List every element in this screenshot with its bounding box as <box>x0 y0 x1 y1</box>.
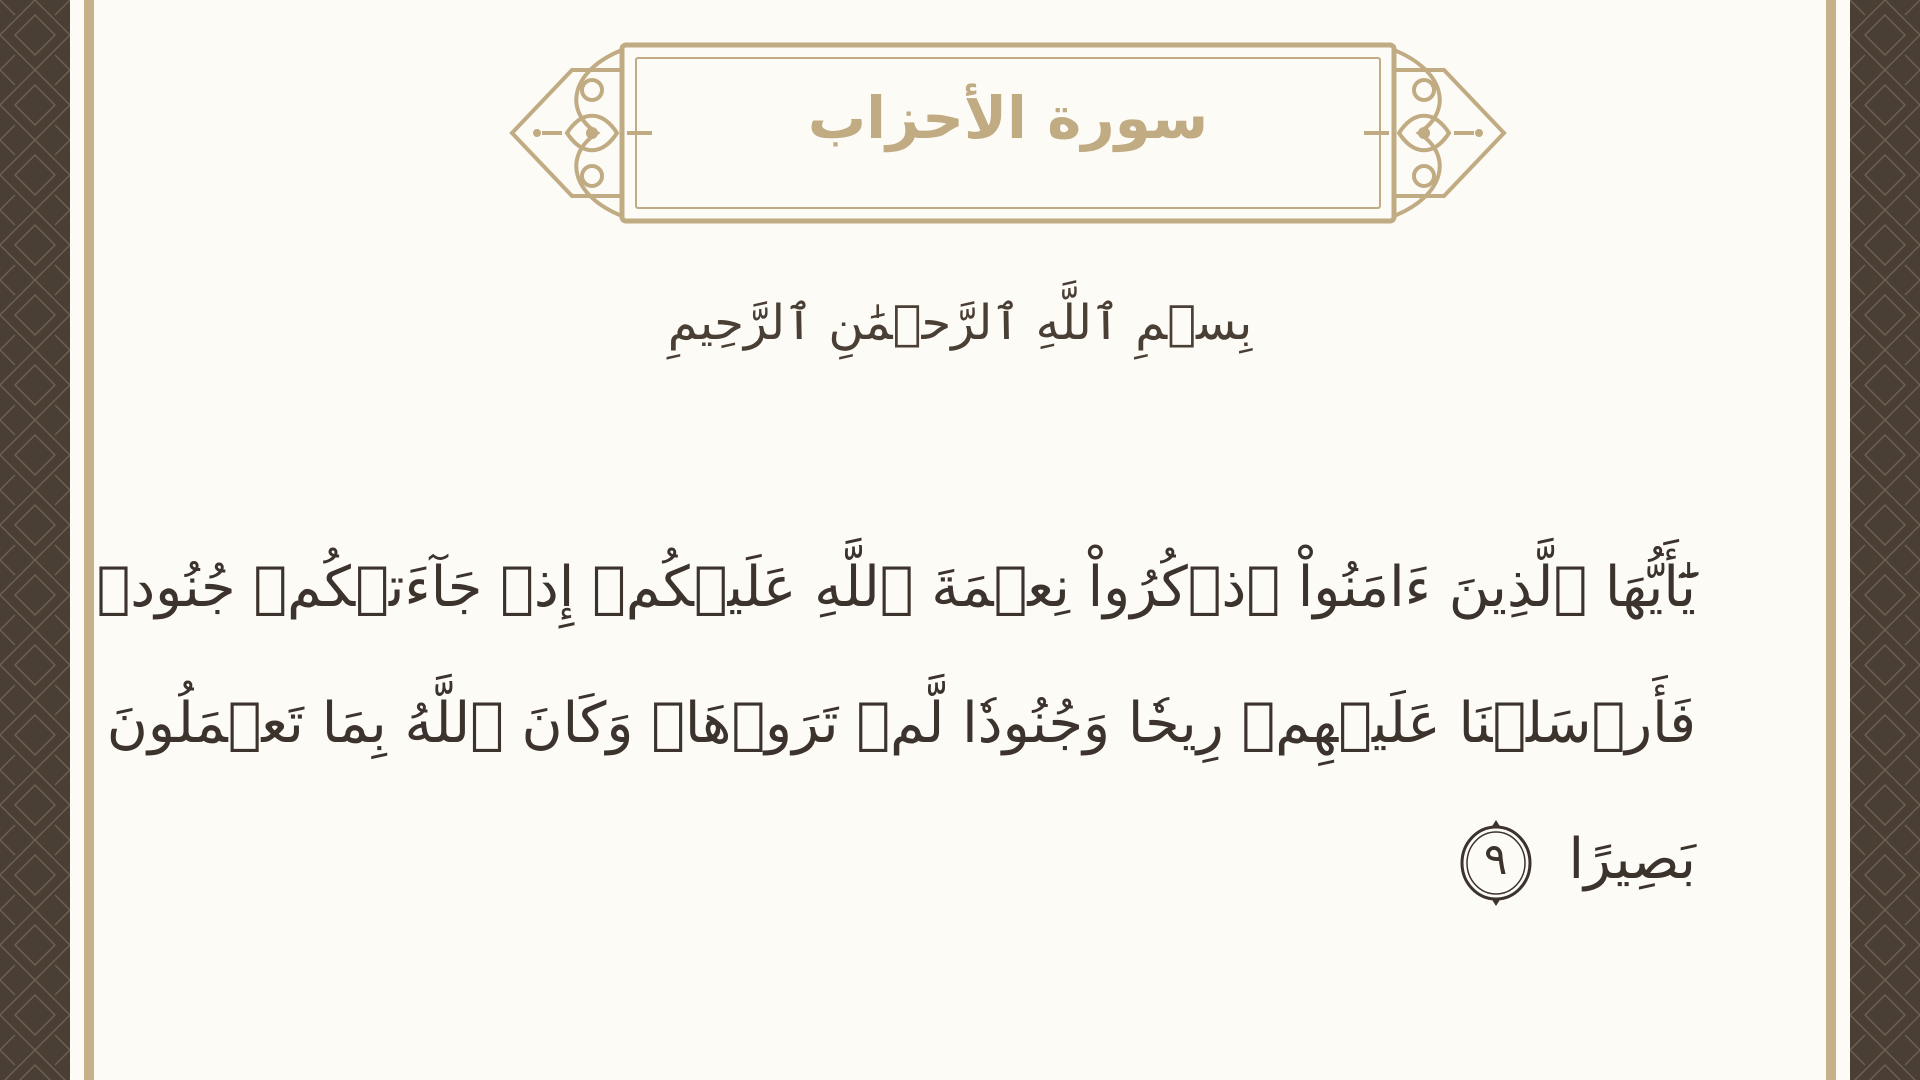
verse-text <box>96 520 1696 928</box>
geometric-pattern-left <box>0 0 70 1080</box>
verse-line-3-text: بَصِيرًا <box>1568 827 1696 892</box>
left-pattern-border <box>0 0 70 1080</box>
basmala: بِسۡمِ ٱللَّهِ ٱلرَّحۡمَٰنِ ٱلرَّحِيمِ <box>667 295 1253 351</box>
verse-line-2: فَأَرۡسَلۡنَا عَلَيۡهِمۡ رِيحٗا وَجُنُودٗا لَّمۡ تَرَوۡهَاۚ وَكَانَ ٱللَّهُ بِمَا تَعۡمَلُونَ <box>106 691 1696 756</box>
quran-page <box>94 0 1826 1080</box>
geometric-pattern-right <box>1850 0 1920 1080</box>
verse-line-1: يَٰٓأَيُّهَا ٱلَّذِينَ ءَامَنُواْ ٱذۡكُرُواْ نِعۡمَةَ ٱللَّهِ عَلَيۡكُمۡ إِذۡ جَآءَتۡكُمۡ جُنُودٞ <box>96 555 1696 620</box>
ayah-number: ٩ <box>1483 833 1508 885</box>
surah-title-banner <box>502 40 1514 226</box>
right-gold-rule <box>1826 0 1836 1080</box>
left-gold-rule <box>84 0 94 1080</box>
right-pattern-border <box>1850 0 1920 1080</box>
verse-line-3 <box>294 792 1696 928</box>
ayah-end-marker <box>1455 818 1537 908</box>
surah-title: سورة الأحزاب <box>807 84 1209 152</box>
